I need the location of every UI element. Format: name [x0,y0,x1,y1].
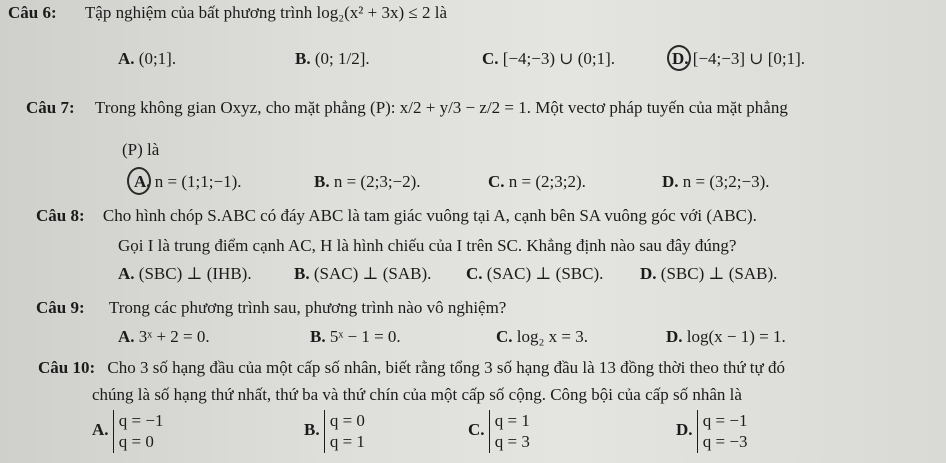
question-10-label: Câu 10: [38,358,96,377]
question-6-label: Câu 6: [8,3,57,22]
question-7-option-a[interactable]: A. n = (1;1;−1). [134,172,242,191]
question-8-option-d[interactable]: D. (SBC) ⊥ (SAB). [640,264,778,283]
equation-system: q = −1 q = −3 [697,410,748,453]
question-10 [38,358,785,378]
question-8-text-continued: Gọi I là trung điểm cạnh AC, H là hình chiếu của I trên SC. Khẳng định nào sau đây đúng? [118,236,737,255]
question-9-option-d[interactable]: D. log(x − 1) = 1. [666,327,786,346]
question-10-option-c[interactable]: C. q = 1 q = 3 [468,411,530,452]
question-7-text: Trong không gian Oxyz, cho mặt phẳng (P): x/2 + y/3 − z/2 = 1. Một vectơ pháp tuyến của mặt phẳng [94,98,788,117]
answer-mark-circle [667,45,691,71]
question-10-option-d[interactable]: D. q = −1 q = −3 [676,411,748,452]
question-8-option-a[interactable]: A. (SBC) ⊥ (IHB). [118,264,252,283]
equation-system: q = −1 q = 0 [113,410,164,453]
question-10-option-a[interactable]: A. q = −1 q = 0 [92,411,164,452]
question-8-label: Câu 8: [36,206,85,225]
answer-mark-circle [127,167,151,195]
question-7 [26,98,788,118]
equation-system: q = 1 q = 3 [489,410,530,453]
question-9-option-b[interactable]: B. 5ˣ − 1 = 0. [310,327,401,346]
question-8 [36,206,757,226]
question-6 [8,3,447,23]
question-7-option-d[interactable]: D. n = (3;2;−3). [662,172,770,191]
question-10-text: Cho 3 số hạng đầu của một cấp số nhân, biết rằng tổng 3 số hạng đầu là 13 đồng thời theo thứ tự đó [107,358,785,377]
question-6-option-a[interactable]: A. (0;1]. [118,49,177,68]
question-8-option-b[interactable]: B. (SAC) ⊥ (SAB). [294,264,432,283]
equation-system: q = 0 q = 1 [324,410,365,453]
question-6-option-c[interactable]: C. [−4;−3) ∪ (0;1]. [482,49,616,68]
question-6-text: Tập nghiệm của bất phương trình log₂(x² + 3x) ≤ 2 là [84,3,448,22]
question-9-text: Trong các phương trình sau, phương trình nào vô nghiệm? [108,298,507,317]
question-9-option-c[interactable]: C. log₂ x = 3. [496,327,589,346]
question-9-label: Câu 9: [36,298,85,317]
question-7-option-b[interactable]: B. n = (2;3;−2). [314,172,421,191]
question-7-option-c[interactable]: C. n = (2;3;2). [488,172,586,191]
question-6-option-d[interactable]: D. [−4;−3] ∪ [0;1]. [672,49,806,68]
question-10-option-b[interactable]: B. q = 0 q = 1 [304,411,365,452]
question-7-label: Câu 7: [26,98,75,117]
question-10-text-continued: chúng là số hạng thứ nhất, thứ ba và thứ chín của một cấp số cộng. Công bội của cấp số nhân là [92,385,742,404]
question-7-text-continued: (P) là [122,140,160,159]
question-9 [36,298,506,318]
question-8-option-c[interactable]: C. (SAC) ⊥ (SBC). [466,264,604,283]
question-6-option-b[interactable]: B. (0; 1/2]. [295,49,370,68]
question-8-text: Cho hình chóp S.ABC có đáy ABC là tam giác vuông tại A, cạnh bên SA vuông góc với (ABC). [102,206,757,225]
question-9-option-a[interactable]: A. 3ˣ + 2 = 0. [118,327,210,346]
